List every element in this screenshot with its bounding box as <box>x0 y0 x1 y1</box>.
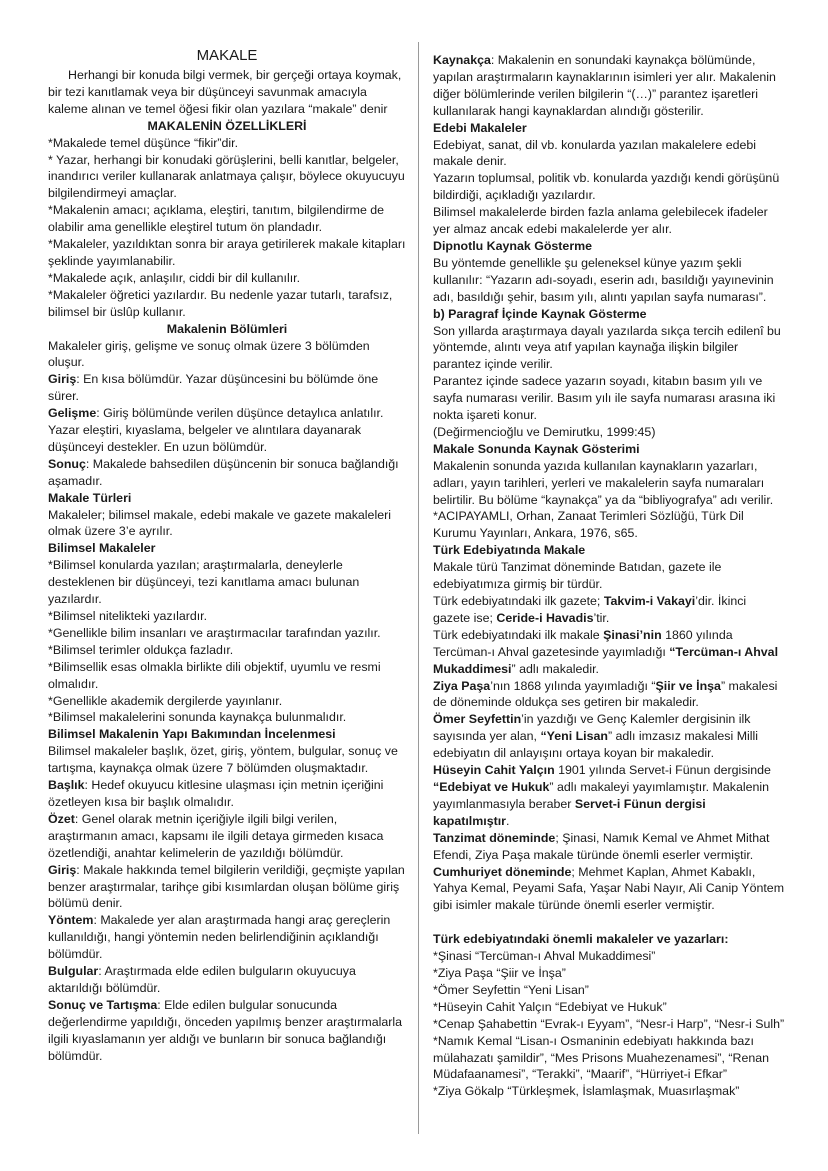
end-citation-heading: Makale Sonunda Kaynak Gösterimi <box>433 441 640 456</box>
in-paragraph-heading: b) Paragraf İçinde Kaynak Gösterme <box>433 306 647 321</box>
right-column <box>433 52 785 1100</box>
page-title: MAKALE <box>196 47 258 64</box>
feature-item: *Makalede temel düşünce “fikir”dir. <box>48 135 239 150</box>
list-item: *Şinasi “Tercüman-ı Ahval Mukaddimesi” <box>433 949 656 964</box>
citation-example: (Değirmencioğlu ve Demirutku, 1999:45) <box>433 424 656 439</box>
list-item: *Namık Kemal “Lisan-ı Osmaninin edebiyatı hakkında bazı mülahazatı şamildir”, “Mes Prisons Muahezenamesi”, “Renan Müdafaanamesi”, “Terakki”, “Maarif”, “Hürriyet-i Efkar” <box>433 1033 770 1082</box>
literary-paragraph: Edebiyat, sanat, dil vb. konularda yazılan makalelere edebi makale denir. <box>433 137 757 169</box>
structure-heading: Bilimsel Makalenin Yapı Bakımından İncelenmesi <box>48 727 336 742</box>
literary-paragraph: Bilimsel makalelerde birden fazla anlama gelebilecek ifadeler yer almaz ancak edebi makalelerde yer alır. <box>433 205 768 237</box>
column-divider <box>418 42 419 1134</box>
scientific-item: *Bilimsel makalelerini sonunda kaynakça bulunmalıdır. <box>48 710 347 725</box>
list-item: *Cenap Şahabettin “Evrak-ı Eyyam”, “Nesr-i Harp”, “Nesr-i Sulh” <box>433 1016 785 1031</box>
structure-item: Sonuç ve Tartışma: Elde edilen bulgular sonucunda değerlendirme yapıldığı, önceden yapılmış benzer araştırmalarla ilgili kıyaslamanın yer aldığı ve bunların bir sonuca bağlandığı bölümdür. <box>48 997 403 1063</box>
literary-heading: Edebi Makaleler <box>433 120 527 135</box>
spacer <box>433 914 785 931</box>
in-paragraph-text: Son yıllarda araştırmaya dayalı yazılarda sıkça tercih edilenî bu yöntemde, alıntı veya atıf yapılan kaynağa ilişkin bilgiler parantez içinde verilir. <box>433 323 781 372</box>
feature-item: *Makalede açık, anlaşılır, ciddi bir dil kullanılır. <box>48 270 301 285</box>
structure-term: Yöntem <box>48 913 94 928</box>
feature-item: * Yazar, herhangi bir konudaki görüşlerini, belli kanıtlar, belgeler, inandırıcı veriler kullanarak anlatmaya çalışır, böylece okuyucuyu bilgilendirmeyi amaçlar. <box>48 152 405 201</box>
huseyin-cahit-paragraph: Hüseyin Cahit Yalçın 1901 yılında Servet-i Fünun dergisinde “Edebiyat ve Hukuk” adlı makaleyi yayımlamıştır. Makalenin yayımlanmasıyla beraber Servet-i Fünun dergisi kapatılmıştır. <box>433 763 771 828</box>
part-term: Gelişme <box>48 406 97 421</box>
footnote-heading: Dipnotlu Kaynak Gösterme <box>433 238 593 253</box>
important-articles-heading: Türk edebiyatındaki önemli makaleler ve yazarları: <box>433 932 729 947</box>
feature-item: *Makaleler öğretici yazılardır. Bu nedenle yazar tutarlı, tarafsız, bilimsel bir üslûp kullanır. <box>48 287 393 319</box>
parts-heading: Makalenin Bölümleri <box>166 321 288 336</box>
scientific-heading: Bilimsel Makaleler <box>48 541 156 556</box>
structure-item: Özet: Genel olarak metnin içeriğiyle ilgili bilgi verilen, araştırmanın amacı, kapsamı ile ilgili detaya girmeden kısaca özetlendiği, anahtar kelimelerin de yazıldığı bölümdür. <box>48 811 384 860</box>
scientific-item: *Bilimsel nitelikteki yazılardır. <box>48 609 208 623</box>
list-item: *Ziya Gökalp “Türkleşmek, İslamlaşmak, Muasırlaşmak” <box>433 1084 740 1099</box>
end-citation-paragraph: Makalenin sonunda yazıda kullanılan kaynakların yazarları, adları, yayın tarihleri, yerleri ve makalelerin sayfa numaraları belirtilir. Bu bölüme “kaynakça” ya da “bibliyografya” adı verilir. <box>433 458 774 507</box>
ziya-pasa-paragraph: Ziya Paşa’nın 1868 yılında yayımladığı “Şiir ve İnşa” makalesi de döneminde oldukça ses getiren bir makaledir. <box>433 678 778 710</box>
structure-term: Giriş <box>48 862 77 877</box>
structure-term: Özet <box>48 811 75 826</box>
omer-seyfettin-paragraph: Ömer Seyfettin’in yazdığı ve Genç Kalemler dergisinin ilk sayısında yer alan, “Yeni Lisan” adlı imzasız makalesi Milli edebiyatın dil anlayışını ortaya koyan bir makaledir. <box>433 712 759 761</box>
literary-paragraph: Yazarın toplumsal, politik vb. konularda yazdığı kendi görüşünü bildirdiği, açıkladığı yazılardır. <box>433 171 780 203</box>
scientific-item: *Bilimsel terimler oldukça fazladır. <box>48 642 234 657</box>
feature-item: *Makalenin amacı; açıklama, eleştiri, tanıtım, bilgilendirme de olabilir ama genellikle eleştirel tutum ön plandadır. <box>48 203 385 235</box>
first-newspaper-paragraph: Türk edebiyatındaki ilk gazete; Takvim-i Vakayi’dir. İkinci gazete ise; Ceride-i Havadis’tir. <box>433 594 747 625</box>
tanzimat-paragraph: Tanzimat döneminde; Şinasi, Namık Kemal ve Ahmet Mithat Efendi, Ziya Paşa makale türünde önemli eserler vermiştir. <box>433 830 770 862</box>
turkish-literature-paragraph: Makale türü Tanzimat döneminde Batıdan, gazete ile edebiyatımıza girmiş bir türdür. <box>433 560 722 592</box>
list-item: *Ziya Paşa “Şiir ve İnşa” <box>433 966 566 981</box>
structure-intro: Bilimsel makaleler başlık, özet, giriş, yöntem, bulgular, sonuç ve tartışma, kaynakça olmak üzere 7 bölümden oluşmaktadır. <box>48 744 398 776</box>
scientific-item: *Bilimsel konularda yazılan; araştırmalarla, deneylerle desteklenen bir düşünceyi, tezi kanıtlama amacı bulunan yazılardır. <box>48 558 360 607</box>
list-item: *Hüseyin Cahit Yalçın “Edebiyat ve Hukuk” <box>433 999 667 1014</box>
left-column <box>48 46 406 1064</box>
types-heading: Makale Türleri <box>48 490 132 505</box>
structure-term: Bulgular <box>48 964 99 979</box>
parts-intro: Makaleler giriş, gelişme ve sonuç olmak üzere 3 bölümden oluşur. <box>48 338 370 370</box>
types-text: Makaleler; bilimsel makale, edebi makale ve gazete makaleleri olmak üzere 3’e ayrılır. <box>48 507 391 539</box>
structure-term: Başlık <box>48 778 85 793</box>
part-item: Gelişme: Giriş bölümünde verilen düşünce detaylıca anlatılır. Yazar eleştiri, kıyaslama, belgeler ve alıntılara dayanarak düşünceyi destekler. En uzun bölümdür. <box>48 406 384 454</box>
end-citation-example: *ACIPAYAMLI, Orhan, Zanaat Terimleri Sözlüğü, Türk Dil Kurumu Yayınları, Ankara, 1976, s65. <box>433 509 744 541</box>
list-item: *Ömer Seyfettin “Yeni Lisan” <box>433 982 589 997</box>
structure-item: Bulgular: Araştırmada elde edilen bulguların okuyucuya aktarıldığı bölümdür. <box>48 964 356 995</box>
structure-term: Sonuç ve Tartışma <box>48 997 158 1012</box>
part-term: Giriş <box>48 372 77 387</box>
in-paragraph-text: Parantez içinde sadece yazarın soyadı, kitabın basım yılı ve sayfa numarası verilir. Basım yılı ile sayfa numarası arasına iki nokta işareti konur. <box>433 374 776 423</box>
intro-paragraph: Herhangi bir konuda bilgi vermek, bir gerçeği ortaya koymak, bir tezi kanıtlamak veya bir düşünceyi savunmak amacıyla kaleme alınan ve temel öğesi fikir olan yazılara “makale” denir <box>48 68 402 116</box>
scientific-item: *Bilimsellik esas olmakla birlikte dili objektif, uyumlu ve resmi olmalıdır. <box>48 659 381 691</box>
first-article-paragraph: Türk edebiyatındaki ilk makale Şinasi’nin 1860 yılında Tercüman-ı Ahval gazetesinde yayımladığı “Tercüman-ı Ahval Mukaddimesi” adlı makaledir. <box>433 627 779 676</box>
scientific-item: *Genellikle bilim insanları ve araştırmacılar tarafından yazılır. <box>48 625 381 640</box>
part-term: Sonuç <box>48 456 86 471</box>
structure-item: Başlık: Hedef okuyucu kitlesine ulaşması için metnin içeriğini özetleyen kısa bir başlık olmalıdır. <box>48 778 384 809</box>
feature-item: *Makaleler, yazıldıktan sonra bir araya getirilerek makale kitapları şeklinde yayımlanabilir. <box>48 237 406 268</box>
footnote-paragraph: Bu yöntemde genellikle şu geleneksel künye yazım şekli kullanılır: “Yazarın adı-soyadı, eserin adı, basıldığı yayınevinin adı, basıldığı şehir, basım yılı, alıntı yapılan sayfa numarası”. <box>433 255 774 304</box>
bibliography-paragraph: Kaynakça: Makalenin en sonundaki kaynakça bölümünde, yapılan araştırmaların kaynaklarının isimleri yer alır. Makalenin diğer bölümlerinde verilen bilgilerin “(…)” parantez işaretleri kullanılarak hangi kaynaklardan alındığı gösterilir. <box>433 53 776 118</box>
part-item: Sonuç: Makalede bahsedilen düşüncenin bir sonuca bağlandığı aşamadır. <box>48 456 399 488</box>
structure-item: Giriş: Makale hakkında temel bilgilerin verildiği, geçmişte yapılan benzer araştırmalar, tarihçe gibi kısımlardan oluşan bölüme giriş bölümü denir. <box>48 862 405 911</box>
cumhuriyet-paragraph: Cumhuriyet döneminde; Mehmet Kaplan, Ahmet Kabaklı, Yahya Kemal, Peyami Safa, Yaşar Nabi Nayır, Ali Canip Yöntem gibi isimler makale türünde önemli eserler vermiştir. <box>433 864 785 913</box>
features-heading: MAKALENİN ÖZELLİKLERİ <box>147 118 307 133</box>
turkish-literature-heading: Türk Edebiyatında Makale <box>433 543 586 558</box>
scientific-item: *Genellikle akademik dergilerde yayınlanır. <box>48 693 283 708</box>
bibliography-term: Kaynakça <box>433 53 491 67</box>
structure-item: Yöntem: Makalede yer alan araştırmada hangi araç gereçlerin kullanıldığı, hangi yöntemin neden belirlendiğinin açıklandığı bölümdür. <box>48 913 391 962</box>
part-item: Giriş: En kısa bölümdür. Yazar düşüncesini bu bölümde öne sürer. <box>48 372 379 404</box>
